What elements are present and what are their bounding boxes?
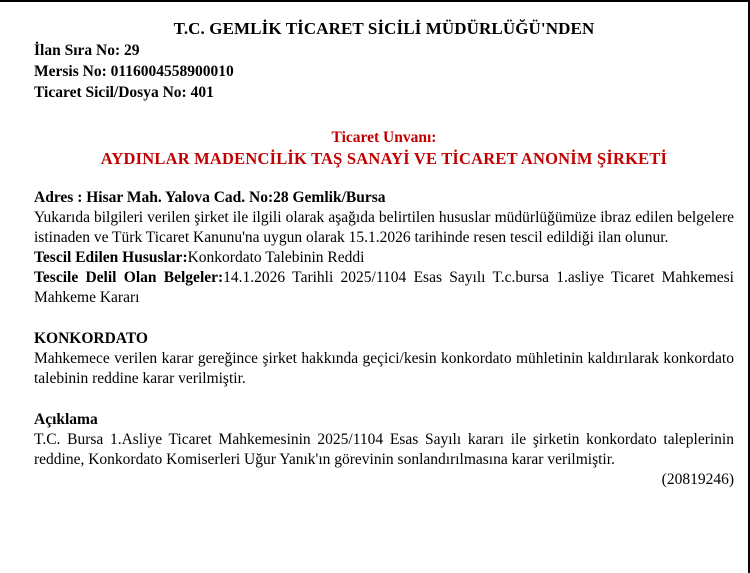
- top-border: [0, 0, 750, 2]
- aciklama-heading: Açıklama: [34, 411, 98, 428]
- intro-paragraph: Yukarıda bilgileri verilen şirket ile ilgili olarak aşağıda belirtilen hususlar müdürlüğümüze ibraz edilen belgelere istinaden ve Türk Ticaret Kanunu'na uygun olarak 15.1.2026 tarihinde resen tescil edildiği ilan olunur.: [34, 209, 734, 246]
- evidence-documents: [34, 268, 734, 308]
- registered-matters-label: Tescil Edilen Hususlar:: [34, 249, 188, 266]
- announcement: [34, 18, 734, 490]
- evidence-documents-label: Tescile Delil Olan Belgeler:: [34, 269, 224, 286]
- company-address: Adres : Hisar Mah. Yalova Cad. No:28 Gemlik/Bursa: [34, 189, 386, 206]
- reference-number: (20819246): [661, 471, 734, 488]
- konkordato-heading: KONKORDATO: [34, 330, 148, 347]
- registered-matters-value: Konkordato Talebinin Reddi: [187, 249, 365, 266]
- aciklama-text: T.C. Bursa 1.Asliye Ticaret Mahkemesinin 2025/1104 Esas Sayılı kararı ile şirketin konkordato taleplerinin reddine, Konkordato Komiserleri Uğur Yanık'ın görevinin sonlandırılmasına karar verilmiştir.: [34, 431, 734, 468]
- registry-office-title: T.C. GEMLİK TİCARET SİCİLİ MÜDÜRLÜĞÜ'NDEN: [173, 19, 595, 38]
- ticaret-sicil-no: Ticaret Sicil/Dosya No: 401: [34, 84, 214, 101]
- konkordato-text: Mahkemece verilen karar gereğince şirket hakkında geçici/kesin konkordato mühletinin kaldırılarak konkordato talebinin reddine karar verilmiştir.: [34, 350, 734, 387]
- company-title-label: Ticaret Unvanı:: [331, 129, 437, 146]
- mersis-no: Mersis No: 0116004558900010: [34, 63, 234, 80]
- registered-matters: [34, 248, 734, 268]
- ilan-sira-no: İlan Sıra No: 29: [34, 42, 140, 59]
- company-name: AYDINLAR MADENCİLİK TAŞ SANAYİ VE TİCARET ANONİM ŞİRKETİ: [100, 149, 668, 168]
- evidence-documents-value: 14.1.2026 Tarihli 2025/1104 Esas Sayılı T.c.bursa 1.asliye Ticaret Mahkemesi Mahkeme Kararı: [34, 269, 734, 306]
- company-title-block: [34, 127, 734, 170]
